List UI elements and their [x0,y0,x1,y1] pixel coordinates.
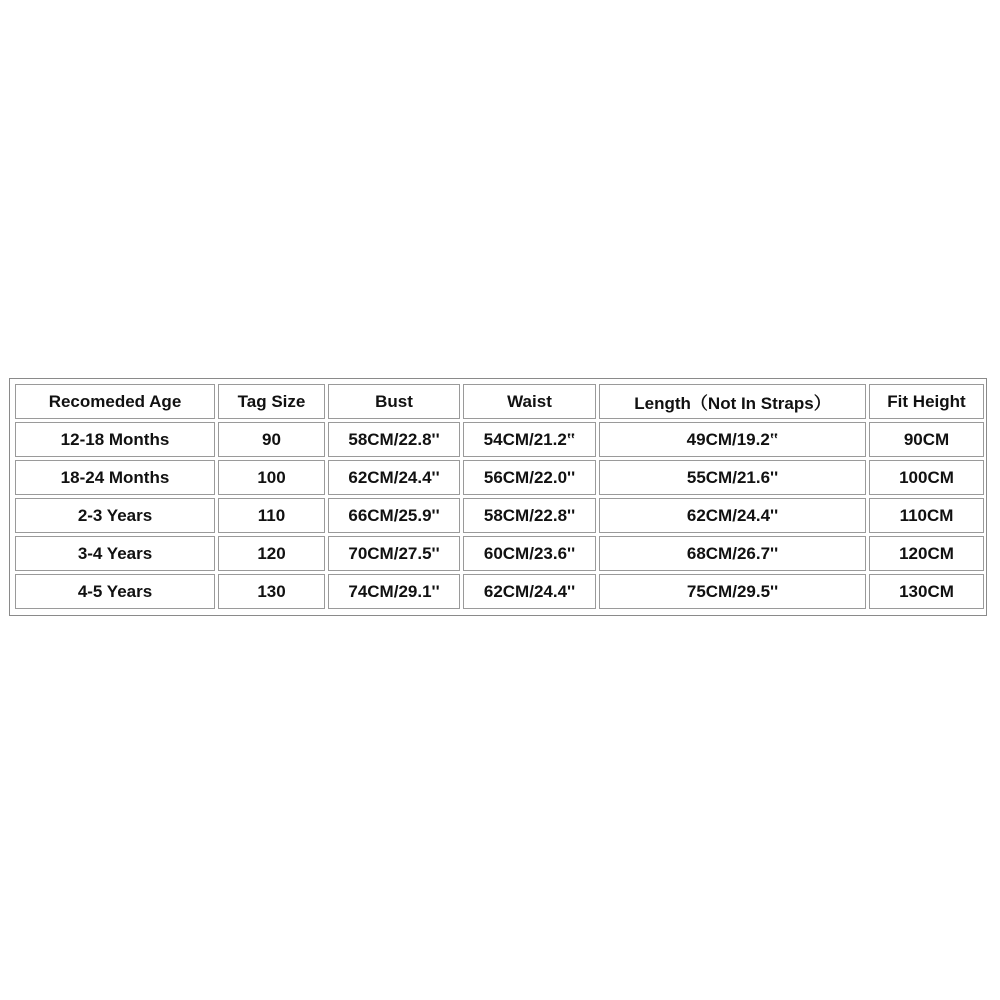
cell-tag-size: 130 [218,574,325,609]
column-header-age: Recomeded Age [15,384,215,419]
cell-bust: 74CM/29.1'' [328,574,460,609]
cell-fit-height: 110CM [869,498,984,533]
cell-age: 2-3 Years [15,498,215,533]
cell-length: 49CM/19.2‟ [599,422,866,457]
cell-fit-height: 130CM [869,574,984,609]
cell-bust: 66CM/25.9'' [328,498,460,533]
column-header-bust: Bust [328,384,460,419]
cell-length: 68CM/26.7'' [599,536,866,571]
cell-bust: 70CM/27.5'' [328,536,460,571]
cell-tag-size: 90 [218,422,325,457]
cell-fit-height: 120CM [869,536,984,571]
column-header-length: Length（Not In Straps） [599,384,866,419]
cell-bust: 58CM/22.8'' [328,422,460,457]
cell-length: 75CM/29.5'' [599,574,866,609]
cell-tag-size: 120 [218,536,325,571]
size-chart [9,378,987,616]
table-row [15,422,984,457]
cell-waist: 56CM/22.0'' [463,460,596,495]
cell-tag-size: 110 [218,498,325,533]
column-header-fit-height: Fit Height [869,384,984,419]
size-table [12,381,987,612]
cell-length: 62CM/24.4'' [599,498,866,533]
column-header-tag-size: Tag Size [218,384,325,419]
table-row [15,574,984,609]
cell-age: 3-4 Years [15,536,215,571]
cell-fit-height: 90CM [869,422,984,457]
table-row [15,498,984,533]
cell-waist: 54CM/21.2‟ [463,422,596,457]
header-row [15,384,984,419]
cell-waist: 60CM/23.6'' [463,536,596,571]
cell-waist: 58CM/22.8'' [463,498,596,533]
table-row [15,536,984,571]
table-row [15,460,984,495]
cell-age: 4-5 Years [15,574,215,609]
cell-bust: 62CM/24.4'' [328,460,460,495]
cell-tag-size: 100 [218,460,325,495]
cell-length: 55CM/21.6'' [599,460,866,495]
cell-fit-height: 100CM [869,460,984,495]
cell-waist: 62CM/24.4'' [463,574,596,609]
column-header-waist: Waist [463,384,596,419]
cell-age: 12-18 Months [15,422,215,457]
cell-age: 18-24 Months [15,460,215,495]
